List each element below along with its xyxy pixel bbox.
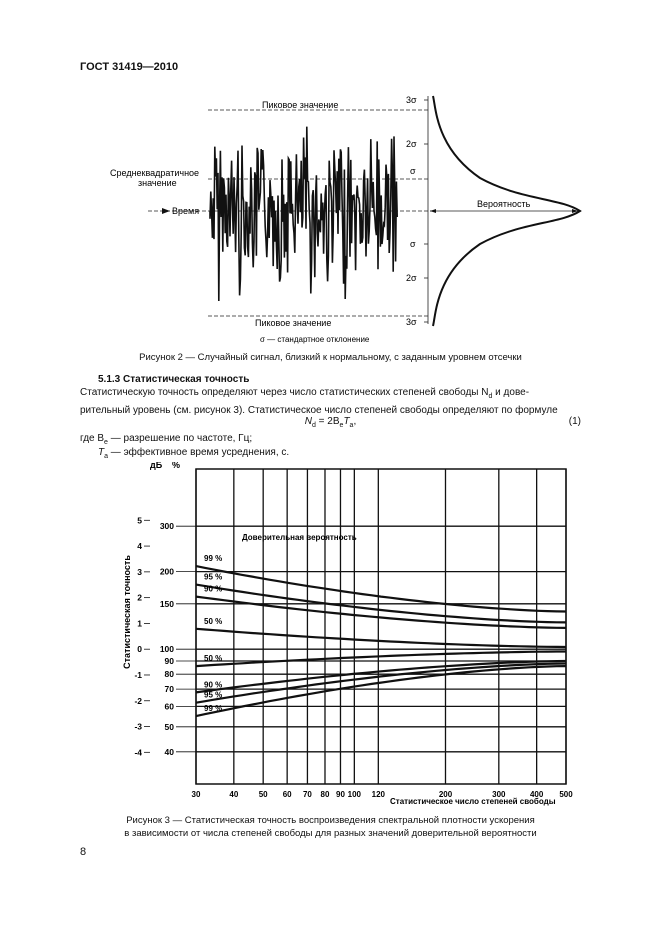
- where-ta: $T_a$ — эффективное время усреднения, с.: [98, 447, 290, 460]
- y-db-tick-label: 5: [137, 515, 142, 526]
- x-tick-label: 120: [371, 790, 385, 799]
- section-paragraph: Статистическую точность определяют через число статистических степеней свободы $N_d$ и дове- рительный уровень (см. рисунок 3). Статистическое число степеней свободы определяют по формуле: [80, 387, 558, 416]
- peak-bottom-label: Пиковое значение: [255, 318, 332, 328]
- rms-label-line2: значение: [138, 178, 177, 188]
- x-tick-label: 400: [529, 790, 544, 799]
- y-db-tick-label: 2: [137, 592, 142, 603]
- sigma-label-1-bottom: σ: [410, 239, 416, 249]
- y-db-tick-label: 0: [137, 644, 142, 655]
- equation-number: (1): [568, 416, 581, 427]
- x-tick-label: 70: [302, 790, 312, 799]
- formula-1: $N_d = 2B_eT_a$,: [304, 416, 357, 429]
- series-label: 90 %: [204, 584, 223, 594]
- sigma-note: σ — стандартное отклонение: [260, 335, 370, 344]
- series-label: 99 %: [204, 704, 223, 714]
- series-label: 99 %: [204, 554, 223, 564]
- y-db-tick-label: -4: [134, 747, 142, 758]
- y-pct-tick-label: 100: [159, 644, 174, 655]
- figure-2-random-signal: [100, 88, 600, 350]
- y-pct-tick-label: 200: [159, 566, 174, 577]
- series-label: 50 %: [204, 654, 223, 664]
- x-tick-label: 100: [347, 790, 362, 799]
- sigma-label-3-bottom: 3σ: [406, 317, 417, 327]
- time-label: Время: [172, 206, 200, 216]
- x-axis-label: Статистическое число степеней свободы: [390, 797, 556, 806]
- legend-title: Доверительная вероятность: [242, 533, 357, 542]
- x-tick-label: 90: [336, 790, 345, 799]
- y-pct-tick-label: 80: [164, 669, 174, 680]
- section-heading: 5.1.3 Статистическая точность: [98, 374, 250, 385]
- y-db-tick-label: 1: [137, 618, 142, 629]
- y-unit-pct: %: [172, 462, 181, 470]
- y-pct-tick-label: 90: [164, 655, 174, 666]
- sigma-label-2-top: 2σ: [406, 139, 417, 149]
- y-pct-tick-label: 150: [159, 598, 174, 609]
- probability-label: Вероятность: [477, 199, 531, 209]
- sigma-label-1-top: σ: [410, 166, 416, 176]
- sigma-label-3-top: 3σ: [406, 95, 417, 105]
- x-tick-label: 80: [320, 790, 330, 799]
- y-pct-tick-label: 60: [164, 701, 174, 712]
- random-signal-trace: [210, 127, 397, 301]
- series-label: 90 %: [204, 680, 223, 690]
- where-be: где $B_e$ — разрешение по частоте, Гц;: [80, 433, 253, 446]
- x-tick-label: 50: [258, 790, 268, 799]
- y-pct-tick-label: 300: [159, 521, 174, 532]
- series-line: [196, 597, 566, 628]
- y-pct-tick-label: 70: [164, 684, 174, 695]
- x-tick-label: 40: [229, 790, 239, 799]
- x-tick-label: 300: [492, 790, 506, 799]
- y-db-tick-label: -1: [134, 669, 142, 680]
- y-db-tick-label: 4: [137, 541, 142, 552]
- y-unit-db: дБ: [150, 462, 163, 470]
- series-label: 50 %: [204, 616, 223, 626]
- x-tick-label: 500: [559, 790, 573, 799]
- x-tick-label: 60: [282, 790, 292, 799]
- x-tick-label: 200: [438, 790, 453, 799]
- y-db-tick-label: -2: [134, 695, 142, 706]
- figure-3-chart: [118, 462, 578, 812]
- series-label: 95 %: [204, 572, 223, 582]
- figure-2-caption: Рисунок 2 — Случайный сигнал, близкий к нормальному, с заданным уровнем отсечки: [139, 352, 522, 363]
- y-db-tick-label: 3: [137, 566, 142, 577]
- figure-3-caption: Рисунок 3 — Статистическая точность воспроизведения спектральной плотности ускорения в зависимости от числа степеней свободы для разных значений доверительной вероятности: [124, 815, 537, 839]
- y-pct-tick-label: 50: [164, 721, 174, 732]
- rms-label-line1: Среднеквадратичное: [110, 168, 200, 178]
- y-db-tick-label: -3: [134, 721, 142, 732]
- series-line: [196, 652, 566, 667]
- document-header: ГОСТ 31419—2010: [80, 61, 179, 73]
- y-axis-label: Статистическая точность: [122, 555, 132, 669]
- y-pct-tick-label: 40: [164, 746, 174, 757]
- x-tick-label: 30: [191, 790, 201, 799]
- peak-top-label: Пиковое значение: [262, 100, 339, 110]
- series-label: 95 %: [204, 690, 223, 700]
- series-line: [196, 629, 566, 647]
- page-number: 8: [80, 846, 87, 858]
- sigma-label-2-bottom: 2σ: [406, 273, 417, 283]
